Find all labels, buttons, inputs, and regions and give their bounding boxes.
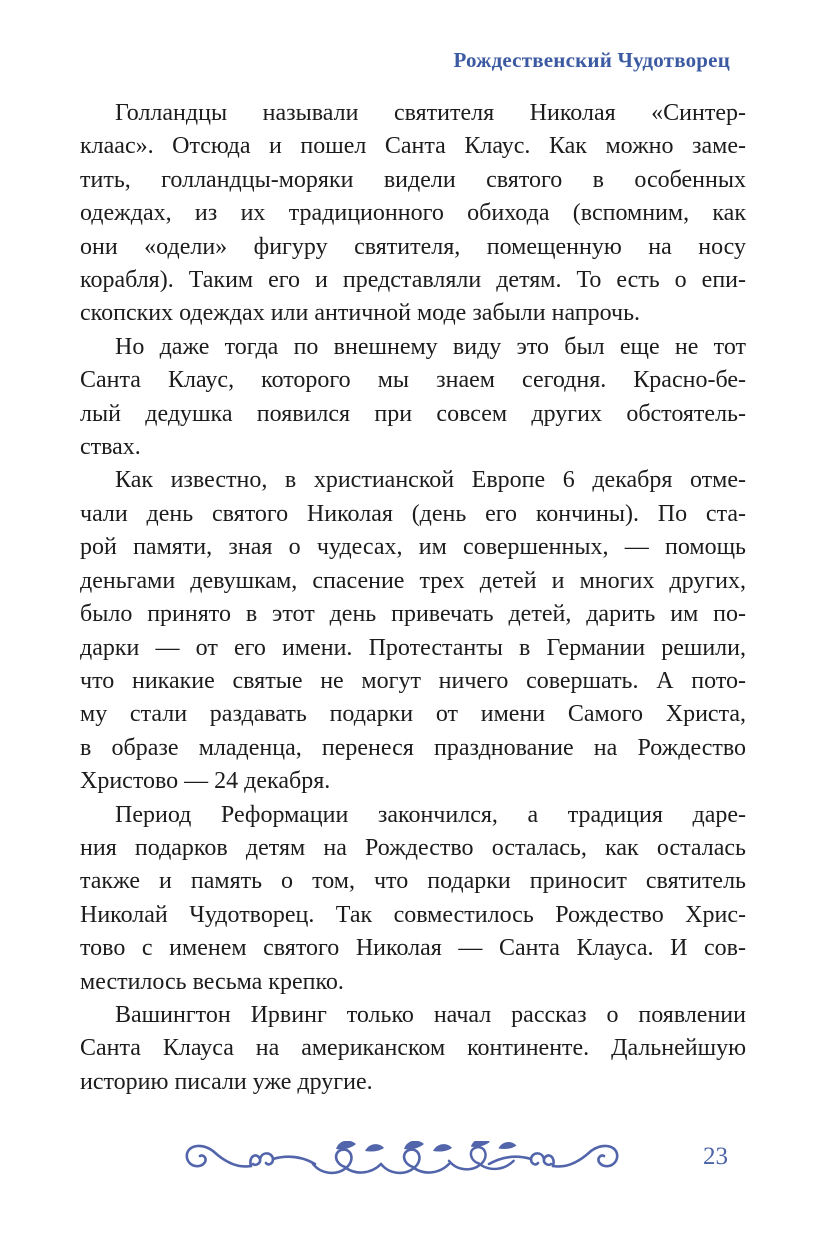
text-line: тить, голландцы-моряки видели святого в особенных [80, 166, 746, 193]
text-line: местилось весьма крепко. [80, 968, 344, 995]
text-line: Санта Клаус, которого мы знаем сегодня. Красно-бе- [80, 367, 746, 394]
text-line: дарки — от его имени. Протестанты в Германии решили, [80, 634, 746, 661]
text-line: корабля). Таким его и представляли детям. То есть о епи- [80, 267, 746, 294]
paragraph [80, 799, 746, 999]
text-line: Санта Клауса на американском континенте. Дальнейшую [80, 1035, 746, 1062]
text-line: чали день святого Николая (день его кончины). По ста- [80, 500, 746, 527]
footer-flourish [183, 1141, 621, 1181]
text-line: Вашингтон Ирвинг только начал рассказ о появлении [115, 1001, 746, 1028]
paragraph [80, 97, 746, 331]
text-line: Но даже тогда по внешнему виду это был еще не тот [115, 333, 746, 360]
paragraph [80, 999, 746, 1099]
text-line: Николай Чудотворец. Так совместилось Рождество Хрис- [80, 901, 746, 928]
vine-flourish-icon [183, 1141, 621, 1181]
text-line: Голландцы называли святителя Николая «Синтер- [115, 100, 746, 126]
text-line: ния подарков детям на Рождество осталась, как осталась [80, 834, 746, 861]
text-line: одеждах, из их традиционного обихода (вспомним, как [80, 200, 746, 227]
text-line: му стали раздавать подарки от имени Самого Христа, [80, 701, 746, 728]
text-line: деньгами девушкам, спасение трех детей и многих других, [80, 567, 746, 594]
text-line: они «одели» фигуру святителя, помещенную на носу [80, 233, 746, 260]
text-line: в образе младенца, перенеся празднование на Рождество [80, 734, 746, 761]
text-line: Как известно, в христианской Европе 6 декабря отме- [115, 467, 746, 494]
text-line: скопских одеждах или античной моде забыли напрочь. [80, 300, 641, 327]
paragraph [80, 464, 746, 798]
text-line: было принято в этот день привечать детей, дарить им по- [80, 601, 746, 628]
text-line: Христово — 24 декабря. [80, 768, 331, 795]
page-number: 23 [703, 1143, 728, 1170]
text-line: ствах. [80, 434, 141, 461]
body-text [80, 97, 746, 1099]
text-line: лый дедушка появился при совсем других обстоятель- [80, 400, 746, 427]
running-head: Рождественский Чудотворец [453, 48, 730, 72]
text-line: историю писали уже другие. [80, 1068, 373, 1095]
text-line: клаас». Отсюда и пошел Санта Клаус. Как можно заме- [80, 133, 746, 160]
text-line: также и память о том, что подарки приносит святитель [80, 868, 746, 895]
text-line: тово с именем святого Николая — Санта Клауса. И сов- [80, 935, 746, 962]
paragraph [80, 331, 746, 465]
text-line: рой памяти, зная о чудесах, им совершенных, — помощь [80, 534, 746, 561]
text-line: Период Реформации закончился, а традиция даре- [115, 801, 746, 828]
text-line: что никакие святые не могут ничего совершать. А пото- [80, 667, 746, 694]
